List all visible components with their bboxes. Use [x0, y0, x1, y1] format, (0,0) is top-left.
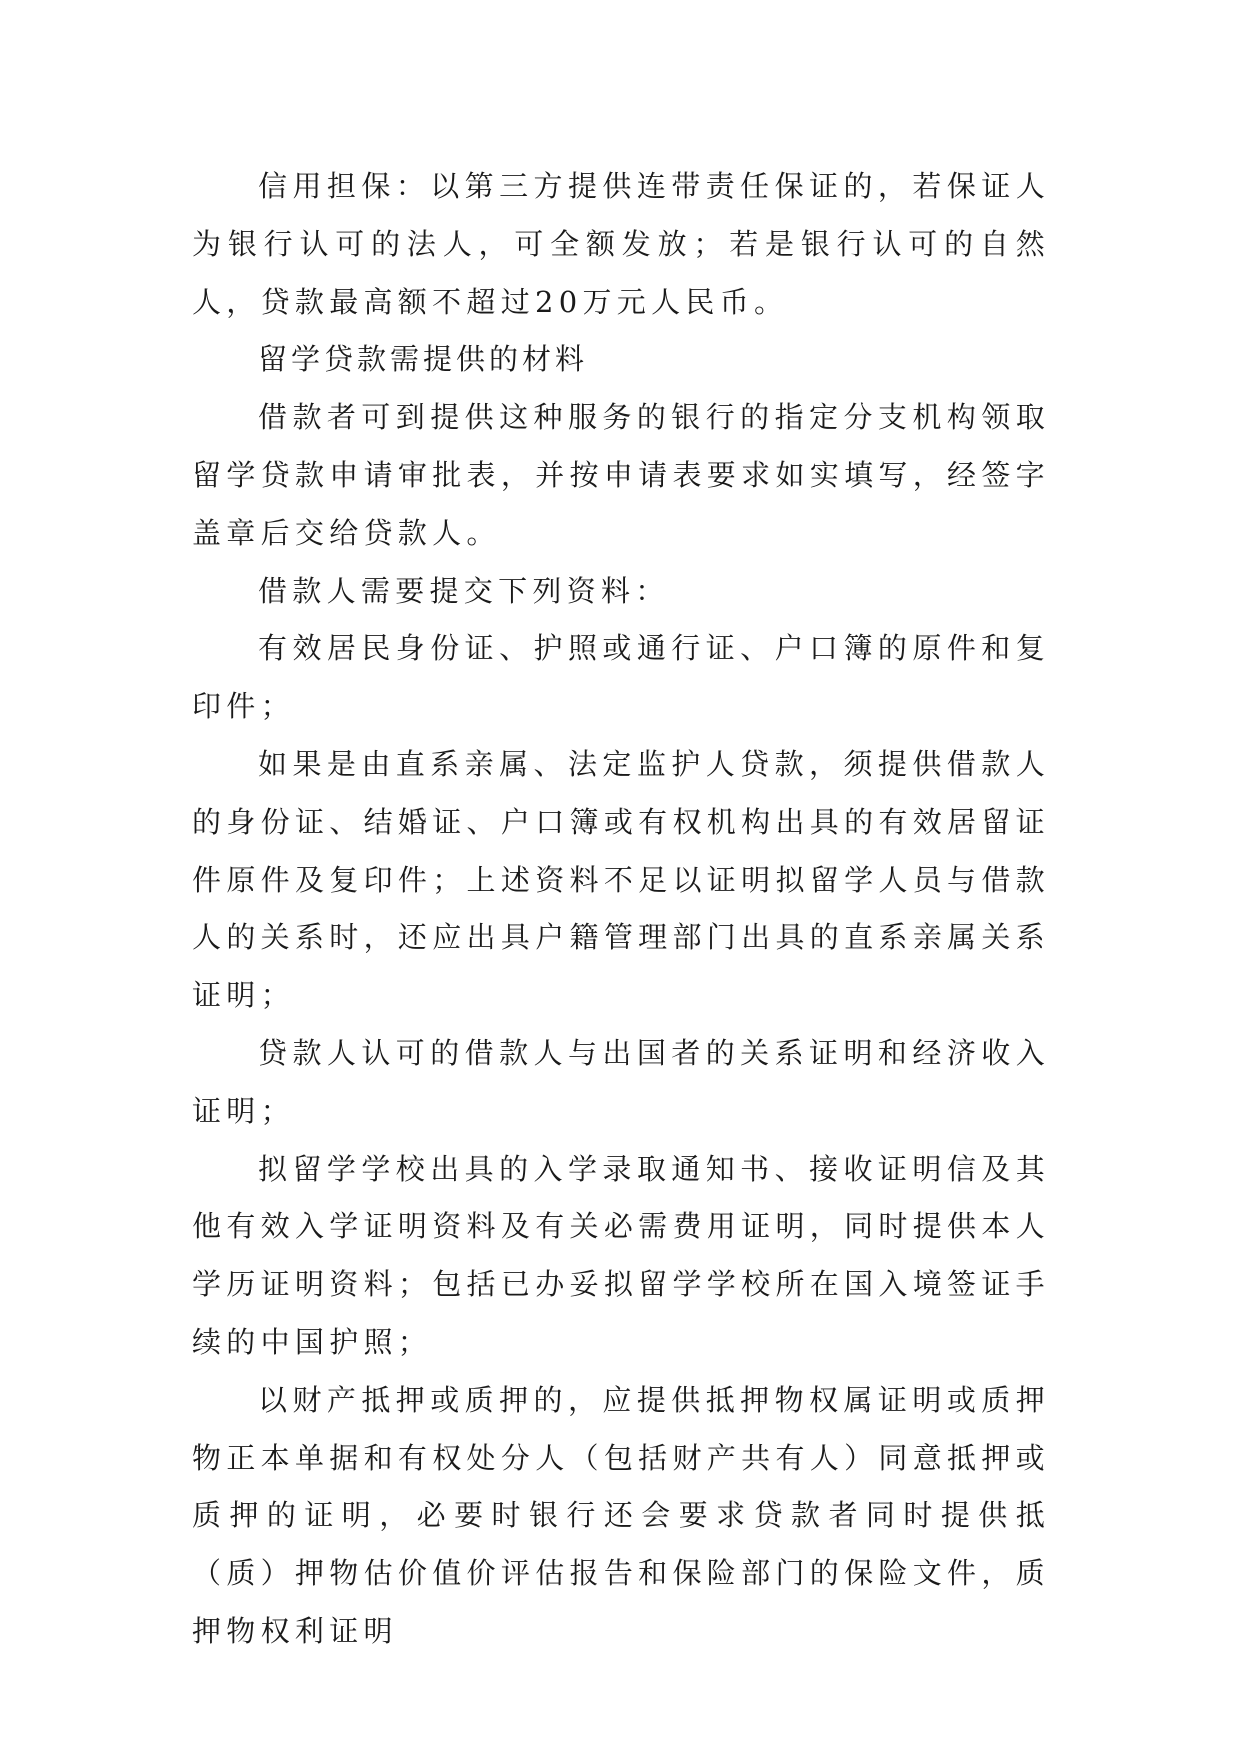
paragraph-application-form: 借款者可到提供这种服务的银行的指定分支机构领取留学贷款申请审批表，并按申请表要求如实填写，经签字盖章后交给贷款人。: [192, 400, 1050, 550]
paragraph-id-documents: 有效居民身份证、护照或通行证、户口簿的原件和复印件；: [192, 631, 1050, 724]
paragraph-relatives-documents: 如果是由直系亲属、法定监护人贷款，须提供借款人的身份证、结婚证、户口簿或有权机构出具的有效居留证件原件及复印件；上述资料不足以证明拟留学人员与借款人的关系时，还应出具户籍管理部门出具的直系亲属关系证明；: [192, 746, 1050, 1013]
section-heading-required-materials: 留学贷款需提供的材料: [258, 342, 589, 377]
paragraph-collateral-proof: 以财产抵押或质押的，应提供抵押物权属证明或质押物正本单据和有权处分人（包括财产共有人）同意抵押或质押的证明，必要时银行还会要求贷款者同时提供抵（质）押物估价值价评估报告和保险部门的保险文件，质押物权利证明: [192, 1382, 1050, 1648]
paragraph-borrower-documents-intro: 借款人需要提交下列资料：: [258, 573, 670, 608]
paragraph-income-proof: 贷款人认可的借款人与出国者的关系证明和经济收入证明；: [192, 1035, 1050, 1128]
document-body: [192, 158, 1050, 1661]
paragraph-credit-guarantee: 信用担保：以第三方提供连带责任保证的，若保证人为银行认可的法人，可全额发放；若是银行认可的自然人，贷款最高额不超过20万元人民币。: [192, 169, 1050, 319]
paragraph-admission-proof: 拟留学学校出具的入学录取通知书、接收证明信及其他有效入学证明资料及有关必需费用证明，同时提供本人学历证明资料；包括已办妥拟留学学校所在国入境签证手续的中国护照；: [192, 1151, 1050, 1359]
